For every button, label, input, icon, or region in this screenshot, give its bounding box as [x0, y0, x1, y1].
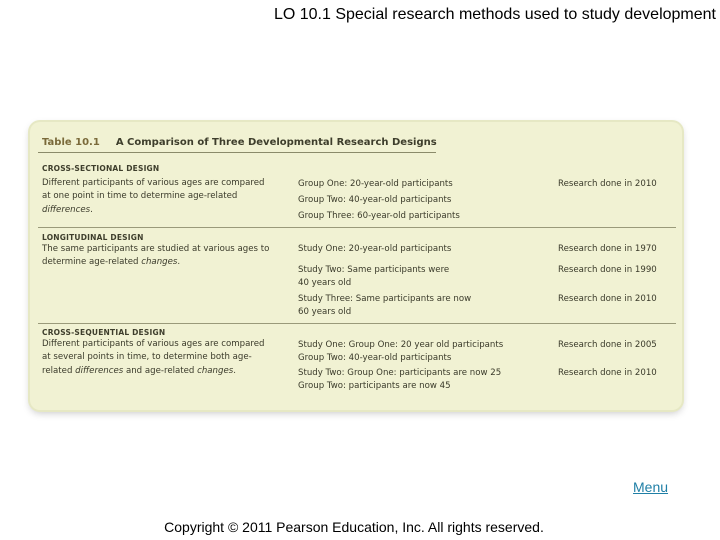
section-divider	[38, 323, 676, 324]
section-title-longitudinal: LONGITUDINAL DESIGN	[42, 233, 144, 242]
date-cell: Research done in 2010	[558, 179, 657, 189]
copyright-notice: Copyright © 2011 Pearson Education, Inc. All rights reserved.	[164, 519, 544, 535]
date-cell: Research done in 2010	[558, 294, 657, 304]
group-cell: 60 years old	[298, 307, 352, 317]
section-description-cross-sequential: Different participants of various ages are compared at several points in time, to determine both age-related differences and age-related changes.	[42, 339, 265, 376]
group-cell: 40 years old	[298, 278, 352, 288]
date-cell: Research done in 2010	[558, 368, 657, 378]
section-title-cross-sectional: CROSS-SECTIONAL DESIGN	[42, 164, 160, 173]
section-title-cross-sequential: CROSS-SEQUENTIAL DESIGN	[42, 328, 166, 337]
group-cell: Group One: 20-year-old participants	[298, 179, 453, 189]
group-cell: Study Two: Group One: participants are now 25	[298, 368, 502, 378]
slide-title: LO 10.1 Special research methods used to study development	[273, 6, 716, 23]
menu-link[interactable]: Menu	[633, 479, 669, 495]
group-cell: Study Three: Same participants are now	[298, 294, 472, 304]
group-cell: Study Two: Same participants were	[298, 265, 450, 275]
group-cell: Group Two: participants are now 45	[298, 381, 451, 391]
section-divider	[38, 227, 676, 228]
table-heading	[42, 137, 437, 148]
date-cell: Research done in 1970	[558, 244, 657, 254]
date-cell: Research done in 2005	[558, 340, 657, 350]
group-cell: Study One: Group One: 20 year old participants	[298, 340, 504, 350]
section-description-cross-sectional: Different participants of various ages are compared at one point in time to determine age-related differences.	[42, 178, 265, 215]
table-number: Table 10.1	[42, 137, 100, 148]
comparison-table	[30, 122, 682, 410]
section-description-longitudinal: The same participants are studied at various ages to determine age-related changes.	[42, 244, 270, 268]
date-cell: Research done in 1990	[558, 265, 657, 275]
group-cell: Group Three: 60-year-old participants	[298, 211, 460, 221]
table-caption: A Comparison of Three Developmental Research Designs	[115, 137, 437, 148]
heading-divider	[38, 152, 436, 153]
group-cell: Group Two: 40-year-old participants	[298, 353, 452, 363]
group-cell: Group Two: 40-year-old participants	[298, 195, 452, 205]
group-cell: Study One: 20-year-old participants	[298, 244, 452, 254]
